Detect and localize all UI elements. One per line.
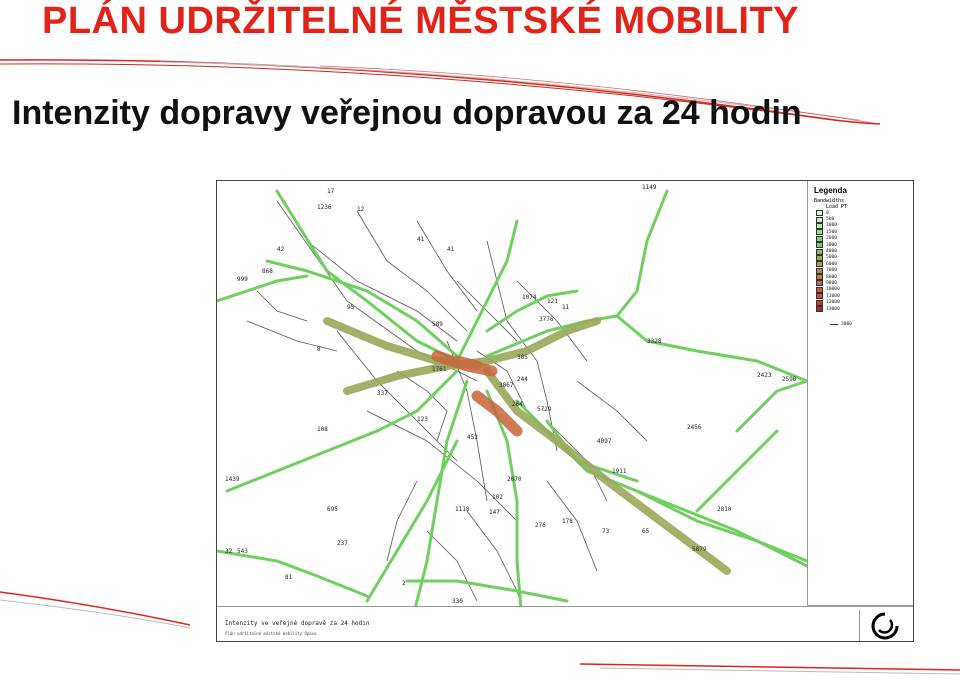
legend-scale-line: [830, 324, 838, 325]
legend-swatch: [816, 229, 823, 235]
flow-label: 65: [642, 528, 650, 535]
flow-label: 589: [432, 321, 443, 328]
flow-label: 2423: [757, 372, 772, 379]
flow-label: 1074: [522, 294, 537, 301]
logo-icon: [860, 610, 910, 642]
flow-label: 95: [347, 304, 355, 311]
flow-label: 543: [237, 548, 248, 555]
flow-label: 41: [447, 246, 455, 253]
legend-swatch: [816, 217, 823, 223]
legend-title: Legenda: [814, 186, 847, 195]
flow-label: 237: [337, 540, 348, 547]
legend-swatch: [816, 306, 823, 312]
flow-label: 1761: [432, 366, 447, 373]
flow-label: 305: [517, 354, 528, 361]
map-frame[interactable]: [216, 180, 914, 642]
flow-label: 32: [225, 548, 233, 555]
flow-label: 108: [317, 426, 328, 433]
flow-label: 452: [467, 434, 478, 441]
flow-label: 17: [327, 188, 335, 195]
flow-label: 5729: [537, 406, 552, 413]
legend-swatch: [816, 300, 823, 306]
legend-label: 6000: [826, 261, 838, 267]
legend-swatch: [816, 223, 823, 229]
flow-label: 2456: [687, 424, 702, 431]
flow-label: 2: [402, 580, 406, 587]
flow-label: 337: [377, 390, 388, 397]
minor-roads: [247, 201, 647, 621]
flow-label: 123: [417, 416, 428, 423]
company-logo: [859, 610, 910, 642]
flow-label: 178: [562, 518, 573, 525]
flow-label: 3067: [499, 382, 514, 389]
legend-label: 9000: [826, 280, 838, 286]
flow-label: 102: [492, 494, 503, 501]
legend-label: 8000: [826, 274, 838, 280]
flow-label: 244: [517, 376, 528, 383]
flow-label: 81: [285, 574, 293, 581]
legend-swatch: [816, 249, 823, 255]
flow-label: 2590: [782, 376, 797, 383]
legend-swatch: [816, 287, 823, 293]
legend-swatch: [816, 210, 823, 216]
legend-swatch: [816, 293, 823, 299]
legend-scale: [830, 322, 909, 327]
flow-label: 1439: [225, 476, 240, 483]
flow-label: 2070: [507, 476, 522, 483]
legend-label: 2000: [826, 236, 838, 242]
flow-label: 8: [317, 346, 321, 353]
legend-scale-label: 3000: [841, 322, 853, 328]
legend-unit: Load PT: [826, 204, 848, 210]
flow-label: 264: [512, 401, 523, 408]
page-title: PLÁN UDRŽITELNÉ MĚSTSKÉ MOBILITY: [42, 0, 799, 42]
page-subtitle: Intenzity dopravy veřejnou dopravou za 24 hodin: [12, 94, 802, 132]
flow-label: 147: [489, 509, 500, 516]
map-footer: [217, 606, 913, 642]
flow-label: 3328: [647, 338, 662, 345]
legend-label: 12000: [826, 300, 840, 306]
legend-classes: [812, 210, 909, 312]
legend-label: 4000: [826, 249, 838, 255]
flow-label: 3776: [539, 316, 554, 323]
flow-label: 42: [277, 246, 285, 253]
legend-label: 3000: [826, 242, 838, 248]
legend-label: 5000: [826, 255, 838, 261]
legend-label: 0: [826, 210, 829, 216]
map-caption: Intenzity ve veřejné dopravě za 24 hodin: [225, 620, 370, 627]
map-legend: [807, 181, 913, 606]
legend-label: 11000: [826, 293, 840, 299]
legend-swatch: [816, 274, 823, 280]
flow-label: 4097: [597, 438, 612, 445]
flow-label: 73: [602, 528, 610, 535]
legend-label: 1500: [826, 229, 838, 235]
flow-label: 276: [535, 522, 546, 529]
legend-swatch: [816, 236, 823, 242]
legend-label: 1000: [826, 223, 838, 229]
flow-label: 695: [327, 506, 338, 513]
flow-label: 1118: [455, 506, 470, 513]
flow-label: 1149: [642, 184, 657, 191]
flow-label: 999: [237, 276, 248, 283]
flow-label: 1911: [612, 468, 627, 475]
legend-label: 13000: [826, 306, 840, 312]
legend-label: 10000: [826, 287, 840, 293]
legend-label: 500: [826, 217, 835, 223]
flow-label: 41: [417, 236, 425, 243]
legend-swatch: [816, 255, 823, 261]
flow-label: 12: [357, 206, 365, 213]
legend-swatch: [816, 242, 823, 248]
legend-label: 7000: [826, 268, 838, 274]
legend-row: [816, 306, 909, 312]
flow-label: 330: [452, 598, 463, 605]
flow-label: 2810: [717, 506, 732, 513]
legend-swatch: [816, 280, 823, 286]
legend-swatch: [816, 268, 823, 274]
flow-label: 11: [562, 304, 570, 311]
flow-label: 868: [262, 268, 273, 275]
legend-subtitle: Bandwidths: [814, 198, 845, 204]
legend-swatch: [816, 261, 823, 267]
flow-label: 121: [547, 298, 558, 305]
flow-label: 1236: [317, 204, 332, 211]
map-source: Plán udržitelné městské mobility Opava: [225, 631, 317, 636]
flow-label: 5879: [692, 546, 707, 553]
